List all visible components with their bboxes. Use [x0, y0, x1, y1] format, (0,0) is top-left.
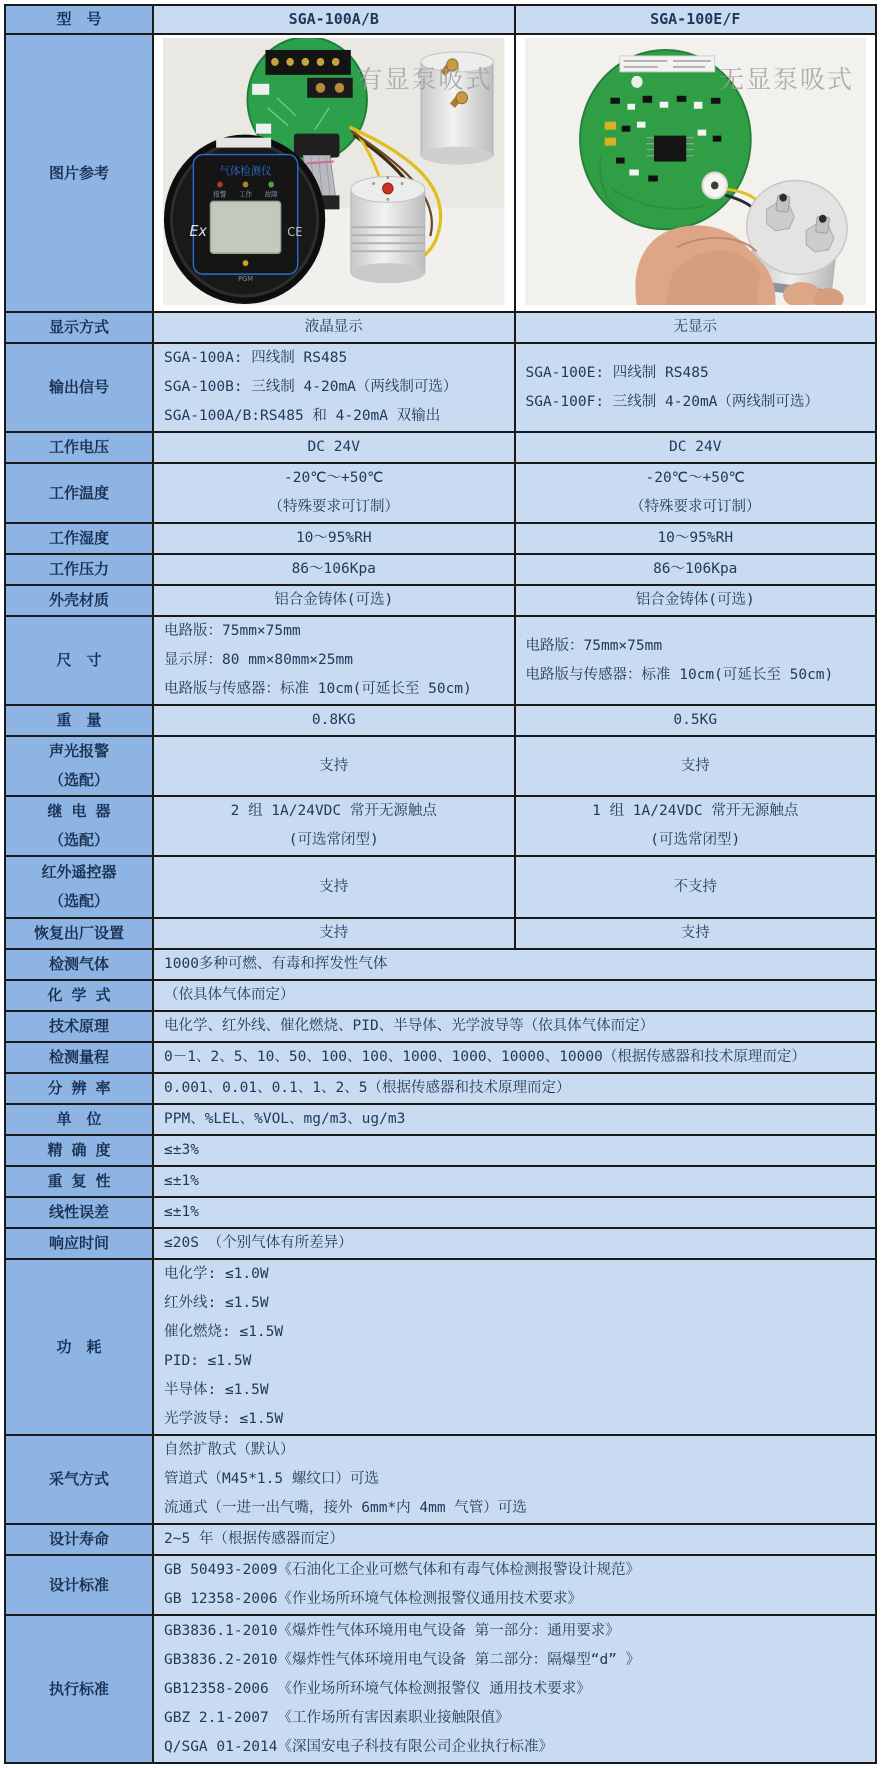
cell-text: （特殊要求可订制） — [630, 499, 761, 515]
cell-weight-col2 — [514, 706, 876, 735]
spec-row-detection-range — [6, 1041, 875, 1072]
row-cells-dimensions — [154, 617, 875, 704]
row-label-working-pressure — [6, 555, 154, 584]
row-label-detection-range — [6, 1043, 154, 1072]
row-cells-weight — [154, 706, 875, 735]
cell-chemical-formula — [154, 981, 875, 1010]
cell-text: SGA-100E: 四线制 RS485 — [525, 364, 709, 381]
cell-working-voltage-col1 — [154, 433, 514, 462]
row-label-text: 工作湿度 — [48, 529, 109, 547]
row-label-ir-remote — [6, 857, 154, 917]
detector-device-icon — [164, 135, 325, 304]
cell-text: ≤20S （个别气体有所差异） — [164, 1235, 353, 1251]
row-cells-design-standard — [154, 1556, 875, 1614]
header-model-ab: SGA-100A/B — [288, 10, 379, 28]
row-label-text: 响应时间 — [48, 1234, 109, 1252]
row-label-detected-gas — [6, 950, 154, 979]
cell-text: Q/SGA 01-2014《深国安电子科技有限公司企业执行标准》 — [164, 1738, 553, 1755]
cell-text: 液晶显示 — [304, 319, 363, 335]
cell-text: 电路版与传感器：标准 10cm(可延长至 50cm) — [525, 666, 834, 683]
cell-working-temperature-col2 — [514, 464, 876, 522]
row-cells-response-time — [154, 1229, 875, 1258]
header-model-ef: SGA-100E/F — [650, 10, 741, 28]
row-label-text: 输出信号 — [48, 378, 109, 396]
device-led-label-work: 工作 — [238, 190, 253, 199]
spec-row-repeatability — [6, 1165, 875, 1196]
row-label-text: 工作温度 — [48, 483, 109, 502]
cell-sound-light-alarm-col1 — [154, 737, 514, 795]
row-label-relay — [6, 797, 154, 855]
cell-text: SGA-100F: 三线制 4-20mA（两线制可选） — [525, 393, 819, 410]
row-cells-relay — [154, 797, 875, 855]
cell-text: 1000多种可燃、有毒和挥发性气体 — [164, 956, 388, 972]
cell-relay-col2 — [514, 797, 876, 855]
cell-text: 电路版：75mm×75mm — [525, 637, 663, 654]
photo-sga100ab — [154, 35, 514, 311]
cell-text: 86～106Kpa — [653, 561, 738, 577]
row-label-text: 重 复 性 — [47, 1172, 111, 1190]
cell-text: （依具体气体而定） — [164, 987, 295, 1003]
cell-display-mode-col2 — [514, 313, 876, 342]
cell-factory-reset-col1 — [154, 919, 514, 948]
spec-row-linearity-error — [6, 1196, 875, 1227]
cell-text: 86～106Kpa — [291, 561, 376, 577]
cell-text: 不支持 — [673, 878, 717, 895]
cell-text: -20℃～+50℃ — [284, 470, 384, 486]
spec-row-design-life — [6, 1523, 875, 1554]
row-label-text: （选配） — [48, 771, 109, 789]
cell-text: 支持 — [319, 757, 349, 774]
cell-text: GBZ 2.1-2007 《工作场所有害因素职业接触限值》 — [164, 1709, 510, 1726]
cell-text: SGA-100A: 四线制 RS485 — [164, 350, 348, 366]
cell-text: GB3836.2-2010《爆炸性气体环境用电气设备 第二部分：隔爆型“d” 》 — [164, 1651, 641, 1668]
row-label-text: 功 耗 — [56, 1337, 102, 1356]
cell-working-pressure-col2 — [514, 555, 876, 584]
cell-relay-col1 — [154, 797, 514, 855]
row-label-sampling-method — [6, 1436, 154, 1523]
cell-text: PID: ≤1.5W — [164, 1353, 252, 1369]
cell-text: PPM、%LEL、%VOL、mg/m3、ug/m3 — [164, 1111, 406, 1127]
cell-detection-range — [154, 1043, 875, 1072]
cell-dimensions-col2 — [514, 617, 876, 704]
spec-row-chemical-formula — [6, 979, 875, 1010]
spec-row-unit — [6, 1103, 875, 1134]
row-cells-detection-range — [154, 1043, 875, 1072]
row-cells-ir-remote — [154, 857, 875, 917]
spec-row-execution-standard — [6, 1614, 875, 1762]
spec-row-working-temperature — [6, 462, 875, 522]
row-label-text: 红外遥控器 — [41, 863, 117, 881]
cell-ir-remote-col2 — [514, 857, 876, 917]
cell-text: (可选常闭型) — [288, 832, 379, 848]
cell-text: GB 50493-2009《石油化工企业可燃气体和有毒气体检测报警设计规范》 — [164, 1562, 640, 1578]
cell-resolution — [154, 1074, 875, 1103]
spec-row-sampling-method — [6, 1434, 875, 1523]
cell-text: 0.5KG — [673, 712, 718, 728]
spec-row-factory-reset — [6, 917, 875, 948]
cell-text: DC 24V — [307, 439, 360, 455]
cell-working-voltage-col2 — [514, 433, 876, 462]
row-label-text: 检测气体 — [48, 955, 109, 973]
row-cells-resolution — [154, 1074, 875, 1103]
cell-text: GB 12358-2006《作业场所环境气体检测报警仪通用技术要求》 — [164, 1591, 582, 1607]
spec-row-sound-light-alarm — [6, 735, 875, 795]
header-cells — [154, 6, 875, 33]
cell-text: 0.8KG — [311, 712, 356, 728]
spec-row-accuracy — [6, 1134, 875, 1165]
cell-text: 支持 — [319, 878, 349, 895]
header-model-label-cell — [6, 6, 154, 33]
row-label-text: 显示方式 — [48, 318, 109, 336]
cell-text: 2 组 1A/24VDC 常开无源触点 — [230, 803, 437, 819]
cell-linearity-error — [154, 1198, 875, 1227]
watermark-no-display: 无显泵吸式 — [718, 65, 854, 94]
cell-working-temperature-col1 — [154, 464, 514, 522]
cell-repeatability — [154, 1167, 875, 1196]
cell-working-humidity-col1 — [154, 524, 514, 553]
header-model-ab-cell — [154, 6, 514, 33]
row-label-factory-reset — [6, 919, 154, 948]
row-label-text: 设计标准 — [48, 1575, 109, 1594]
cell-text: 电化学: ≤1.0W — [164, 1266, 269, 1282]
spec-row-detected-gas — [6, 948, 875, 979]
cell-factory-reset-col2 — [514, 919, 876, 948]
photo-row-label: 图片参考 — [48, 163, 109, 182]
cell-text: 0－1、2、5、10、50、100、100、1000、1000、10000、10000（根据传感器和技术原理而定） — [164, 1049, 806, 1065]
spec-row-power-consumption — [6, 1258, 875, 1434]
row-label-weight — [6, 706, 154, 735]
cell-output-signal-col2 — [514, 344, 876, 431]
row-label-text: 工作压力 — [48, 560, 109, 578]
device-ex-mark: Ex — [189, 222, 207, 241]
device-ce-mark: CE — [287, 224, 303, 240]
cell-text: GB12358-2006 《作业场所环境气体检测报警仪 通用技术要求》 — [164, 1680, 591, 1697]
spec-row-weight — [6, 704, 875, 735]
row-cells-design-life — [154, 1525, 875, 1554]
row-label-text: （选配） — [48, 831, 109, 849]
table-header-row — [6, 6, 875, 33]
row-cells-detected-gas — [154, 950, 875, 979]
cell-text: 10～95%RH — [657, 530, 734, 546]
row-label-sound-light-alarm — [6, 737, 154, 795]
row-label-text: 恢复出厂设置 — [33, 924, 124, 942]
row-cells-factory-reset — [154, 919, 875, 948]
spec-table — [4, 4, 877, 1764]
photo-sga100ef — [514, 35, 876, 311]
row-label-working-humidity — [6, 524, 154, 553]
watermark-pump-display: 有显泵吸式 — [357, 65, 493, 94]
cell-design-standard — [154, 1556, 875, 1614]
photo-row-label-cell — [6, 35, 154, 311]
row-label-display-mode — [6, 313, 154, 342]
spec-row-shell-material — [6, 584, 875, 615]
cell-detected-gas — [154, 950, 875, 979]
cell-text: 流通式（一进一出气嘴，接外 6mm*内 4mm 气管）可选 — [164, 1500, 527, 1516]
cell-sound-light-alarm-col2 — [514, 737, 876, 795]
row-label-text: 执行标准 — [48, 1679, 109, 1698]
cell-design-life — [154, 1525, 875, 1554]
row-label-technical-principle — [6, 1012, 154, 1041]
row-label-accuracy — [6, 1136, 154, 1165]
row-label-text: 技术原理 — [48, 1017, 109, 1035]
cell-text: （特殊要求可订制） — [268, 499, 399, 515]
cell-text: 显示屏：80 mm×80mm×25mm — [164, 652, 353, 668]
sensor-cylinder-icon — [351, 176, 425, 283]
row-cells-unit — [154, 1105, 875, 1134]
cell-text: DC 24V — [669, 439, 722, 455]
row-cells-working-humidity — [154, 524, 875, 553]
row-cells-display-mode — [154, 313, 875, 342]
cell-text: 支持 — [680, 757, 710, 774]
row-cells-repeatability — [154, 1167, 875, 1196]
row-label-dimensions — [6, 617, 154, 704]
cell-text: 电路版：75mm×75mm — [164, 623, 301, 639]
device-led-label-alarm: 报警 — [213, 190, 227, 199]
cell-text: 铝合金铸体(可选) — [635, 592, 755, 608]
cell-text: ≤±3% — [164, 1142, 199, 1158]
row-label-text: 工作电压 — [48, 438, 109, 456]
cell-text: -20℃～+50℃ — [645, 470, 745, 486]
cell-text: 0.001、0.01、0.1、1、2、5（根据传感器和技术原理而定） — [164, 1080, 571, 1096]
row-label-text: 继 电 器 — [47, 802, 111, 820]
row-label-text: 线性误差 — [48, 1203, 109, 1221]
row-label-text: 采气方式 — [48, 1470, 109, 1488]
device-pgm-label: PGM — [238, 274, 253, 284]
spec-row-technical-principle — [6, 1010, 875, 1041]
cell-shell-material-col2 — [514, 586, 876, 615]
row-label-design-life — [6, 1525, 154, 1554]
row-label-text: 精 确 度 — [47, 1141, 111, 1159]
photo-sga100ab-image — [163, 38, 505, 305]
row-cells-output-signal — [154, 344, 875, 431]
spec-row-resolution — [6, 1072, 875, 1103]
cell-text: 电路版与传感器：标准 10cm(可延长至 50cm) — [164, 681, 472, 697]
row-label-text: 声光报警 — [48, 742, 109, 760]
device-led-label-fault: 故障 — [264, 190, 278, 199]
spec-row-working-humidity — [6, 522, 875, 553]
row-label-text: 分 辨 率 — [47, 1079, 111, 1097]
cell-text: 自然扩散式（默认） — [164, 1442, 295, 1458]
cell-execution-standard — [154, 1616, 875, 1762]
spec-row-dimensions — [6, 615, 875, 704]
row-label-repeatability — [6, 1167, 154, 1196]
cell-text: 光学波导: ≤1.5W — [164, 1411, 284, 1427]
row-label-text: 外壳材质 — [48, 591, 109, 609]
row-cells-technical-principle — [154, 1012, 875, 1041]
cell-output-signal-col1 — [154, 344, 514, 431]
cell-text: SGA-100B: 三线制 4-20mA（两线制可选） — [164, 379, 458, 395]
cell-text: 2~5 年（根据传感器而定） — [164, 1531, 344, 1547]
row-label-design-standard — [6, 1556, 154, 1614]
cell-text: 红外线: ≤1.5W — [164, 1295, 269, 1311]
row-cells-sound-light-alarm — [154, 737, 875, 795]
photo-cells — [154, 35, 875, 311]
cell-text: GB3836.1-2010《爆炸性气体环境用电气设备 第一部分：通用要求》 — [164, 1622, 620, 1639]
row-label-text: 尺 寸 — [56, 651, 102, 669]
cell-shell-material-col1 — [154, 586, 514, 615]
row-label-shell-material — [6, 586, 154, 615]
header-model-ef-cell — [514, 6, 876, 33]
row-label-working-voltage — [6, 433, 154, 462]
row-cells-linearity-error — [154, 1198, 875, 1227]
spec-row-ir-remote — [6, 855, 875, 917]
row-cells-chemical-formula — [154, 981, 875, 1010]
cell-display-mode-col1 — [154, 313, 514, 342]
row-cells-execution-standard — [154, 1616, 875, 1762]
cell-text: ≤±1% — [164, 1204, 199, 1220]
cell-working-pressure-col1 — [154, 555, 514, 584]
cell-text: 无显示 — [673, 319, 717, 335]
row-cells-working-voltage — [154, 433, 875, 462]
spec-row-output-signal — [6, 342, 875, 431]
device-title-text: 气体检测仪 — [219, 164, 272, 178]
cell-text: ≤±1% — [164, 1173, 199, 1189]
row-cells-shell-material — [154, 586, 875, 615]
row-cells-working-pressure — [154, 555, 875, 584]
row-label-text: 重 量 — [56, 711, 102, 729]
row-label-linearity-error — [6, 1198, 154, 1227]
cell-text: 铝合金铸体(可选) — [274, 592, 394, 608]
cell-text: 半导体: ≤1.5W — [164, 1382, 269, 1398]
cell-dimensions-col1 — [154, 617, 514, 704]
cell-text: 管道式（M45*1.5 螺纹口）可选 — [164, 1471, 379, 1487]
row-cells-sampling-method — [154, 1436, 875, 1523]
row-label-output-signal — [6, 344, 154, 431]
cell-sampling-method — [154, 1436, 875, 1523]
cell-response-time — [154, 1229, 875, 1258]
row-label-text: 单 位 — [56, 1110, 102, 1128]
cell-text: 1 组 1A/24VDC 常开无源触点 — [592, 803, 799, 819]
row-label-text: 检测量程 — [48, 1048, 109, 1066]
row-cells-power-consumption — [154, 1260, 875, 1434]
row-label-text: （选配） — [48, 892, 109, 910]
row-label-response-time — [6, 1229, 154, 1258]
cell-text: 10～95%RH — [295, 530, 372, 546]
cell-accuracy — [154, 1136, 875, 1165]
row-label-text: 设计寿命 — [48, 1530, 109, 1548]
cell-text: 催化燃烧: ≤1.5W — [164, 1324, 284, 1340]
row-cells-working-temperature — [154, 464, 875, 522]
spec-row-display-mode — [6, 311, 875, 342]
photo-reference-row — [6, 33, 875, 311]
spec-row-relay — [6, 795, 875, 855]
spec-row-working-voltage — [6, 431, 875, 462]
cell-ir-remote-col1 — [154, 857, 514, 917]
cell-technical-principle — [154, 1012, 875, 1041]
row-label-execution-standard — [6, 1616, 154, 1762]
header-model-label: 型 号 — [56, 10, 102, 28]
cell-text: 支持 — [680, 925, 710, 941]
cell-power-consumption — [154, 1260, 875, 1434]
row-label-unit — [6, 1105, 154, 1134]
row-label-working-temperature — [6, 464, 154, 522]
cell-working-humidity-col2 — [514, 524, 876, 553]
spec-row-design-standard — [6, 1554, 875, 1614]
cell-unit — [154, 1105, 875, 1134]
cell-text: 支持 — [319, 925, 349, 941]
spec-row-response-time — [6, 1227, 875, 1258]
row-label-text: 化 学 式 — [47, 986, 111, 1004]
photo-sga100ef-image — [525, 38, 867, 305]
spec-row-working-pressure — [6, 553, 875, 584]
row-label-power-consumption — [6, 1260, 154, 1434]
cell-text: (可选常闭型) — [650, 832, 741, 848]
cell-text: 电化学、红外线、催化燃烧、PID、半导体、光学波导等（依具体气体而定） — [164, 1018, 655, 1034]
row-cells-accuracy — [154, 1136, 875, 1165]
cell-weight-col1 — [154, 706, 514, 735]
row-label-chemical-formula — [6, 981, 154, 1010]
cell-text: SGA-100A/B:RS485 和 4-20mA 双输出 — [164, 408, 441, 424]
row-label-resolution — [6, 1074, 154, 1103]
